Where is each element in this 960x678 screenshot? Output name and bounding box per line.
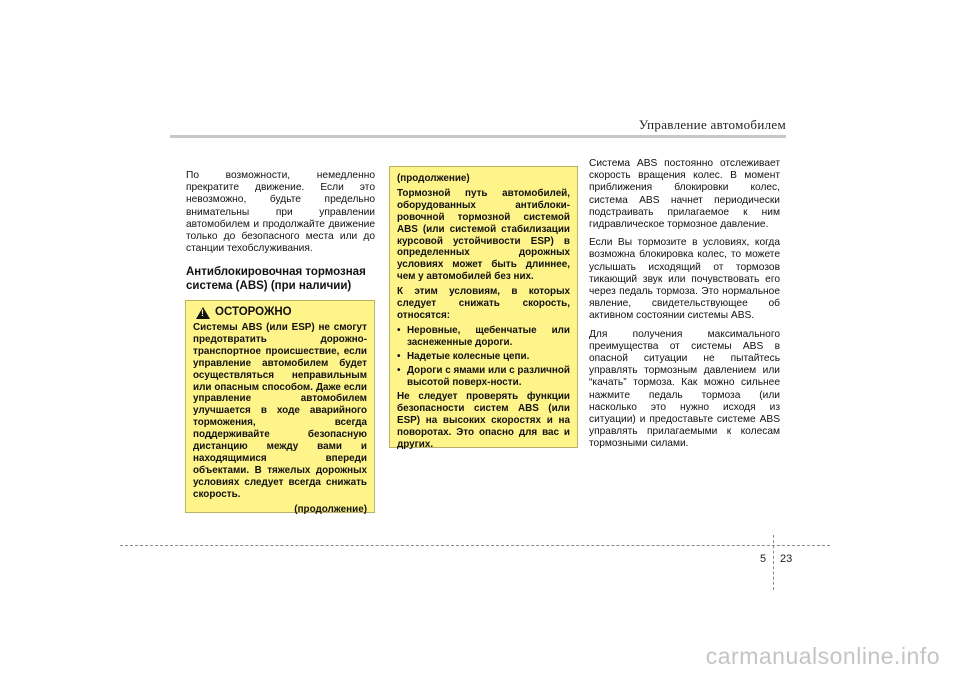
warning-continued-label: (продолжение) [294,503,367,515]
abs-paragraph-3: Для получения максимального преимущества от системы ABS в опасной ситуации не пытайтесь управлять тормозным давлением или “качать” тормоза. Как можно сильнее нажмите педаль тормоза (или насколько это нужно исходя из ситуации) и предоставьте системе ABS управлять прилагаемыми к колесам тормозными силами. [589,328,780,450]
list-item: • Неровные, щебенчатые или заснеженные дороги. [397,325,570,349]
warning-box [185,300,375,513]
abs-heading: Антиблокировочная тормозная система (ABS) (при наличии) [186,266,366,293]
header-divider [170,135,786,138]
warning-header [193,307,367,319]
left-column [186,170,375,293]
right-column [589,158,780,457]
warning-triangle-icon: ! [196,307,210,319]
conditions-list [397,325,570,389]
abs-paragraph-1: Система ABS постоянно отслеживает скорость вращения колес. В момент приближения блокировки колес, система ABS начнет периодически подстраивать прилагаемое к ним гидравлическое тормозное давление. [589,158,780,231]
chapter-number: 5 [760,553,767,565]
continued-paragraph-1: Тормозной путь автомобилей, оборудованных антиблоки-ровочной тормозной системой ABS (или системой стабилизации курсовой устойчивости ESP) в определенных дорожных условиях может быть длиннее, чем у автомобилей без них. [397,187,570,283]
warning-text: Системы ABS (или ESP) не смогут предотвратить дорожно-транспортное происшествие, если управление автомобилем будет осуществляться неправильным или опасным способом. Даже если управление автомобилем улучшается в ходе аварийного торможения, всегда поддерживайте безопасную дистанцию между вами и находящимися впереди объектами. В тяжелых дорожных условиях следует всегда снижать скорость. [193,322,367,500]
continued-paragraph-2: К этим условиям, в которых следует снижать скорость, относятся: [397,286,570,321]
warning-continued-box [389,166,578,451]
list-item: • Надетые колесные цепи. [397,351,570,363]
continued-paragraph-3: Не следует проверять функции безопасности систем ABS (или ESP) на высоких скоростях и на поворотах. Это опасно для вас и других. [397,391,570,451]
page-number-divider [773,535,774,590]
footer-divider [120,545,830,546]
watermark: carmanualsonline.info [705,643,940,669]
list-item: • Дороги с ямами или с различной высотой поверх-ности. [397,365,570,389]
page-number: 23 [780,553,793,565]
intro-paragraph: По возможности, немедленно прекратите движение. Если это невозможно, будьте предельно внимательны при управлении автомобилем и продолжайте движение только до безопасного места или до станции техобслуживания. [186,170,375,255]
continued-header: (продолжение) [397,173,470,184]
abs-paragraph-2: Если Вы тормозите в условиях, когда возможна блокировка колес, то можете услышать исходящий от тормозов тикающий звук или почувствовать его через педаль тормоза. Это нормальное явление, свидетельствующее об активном состоянии системы ABS. [589,237,780,322]
warning-title: ОСТОРОЖНО [215,306,292,319]
section-title: Управление автомобилем [638,117,786,132]
